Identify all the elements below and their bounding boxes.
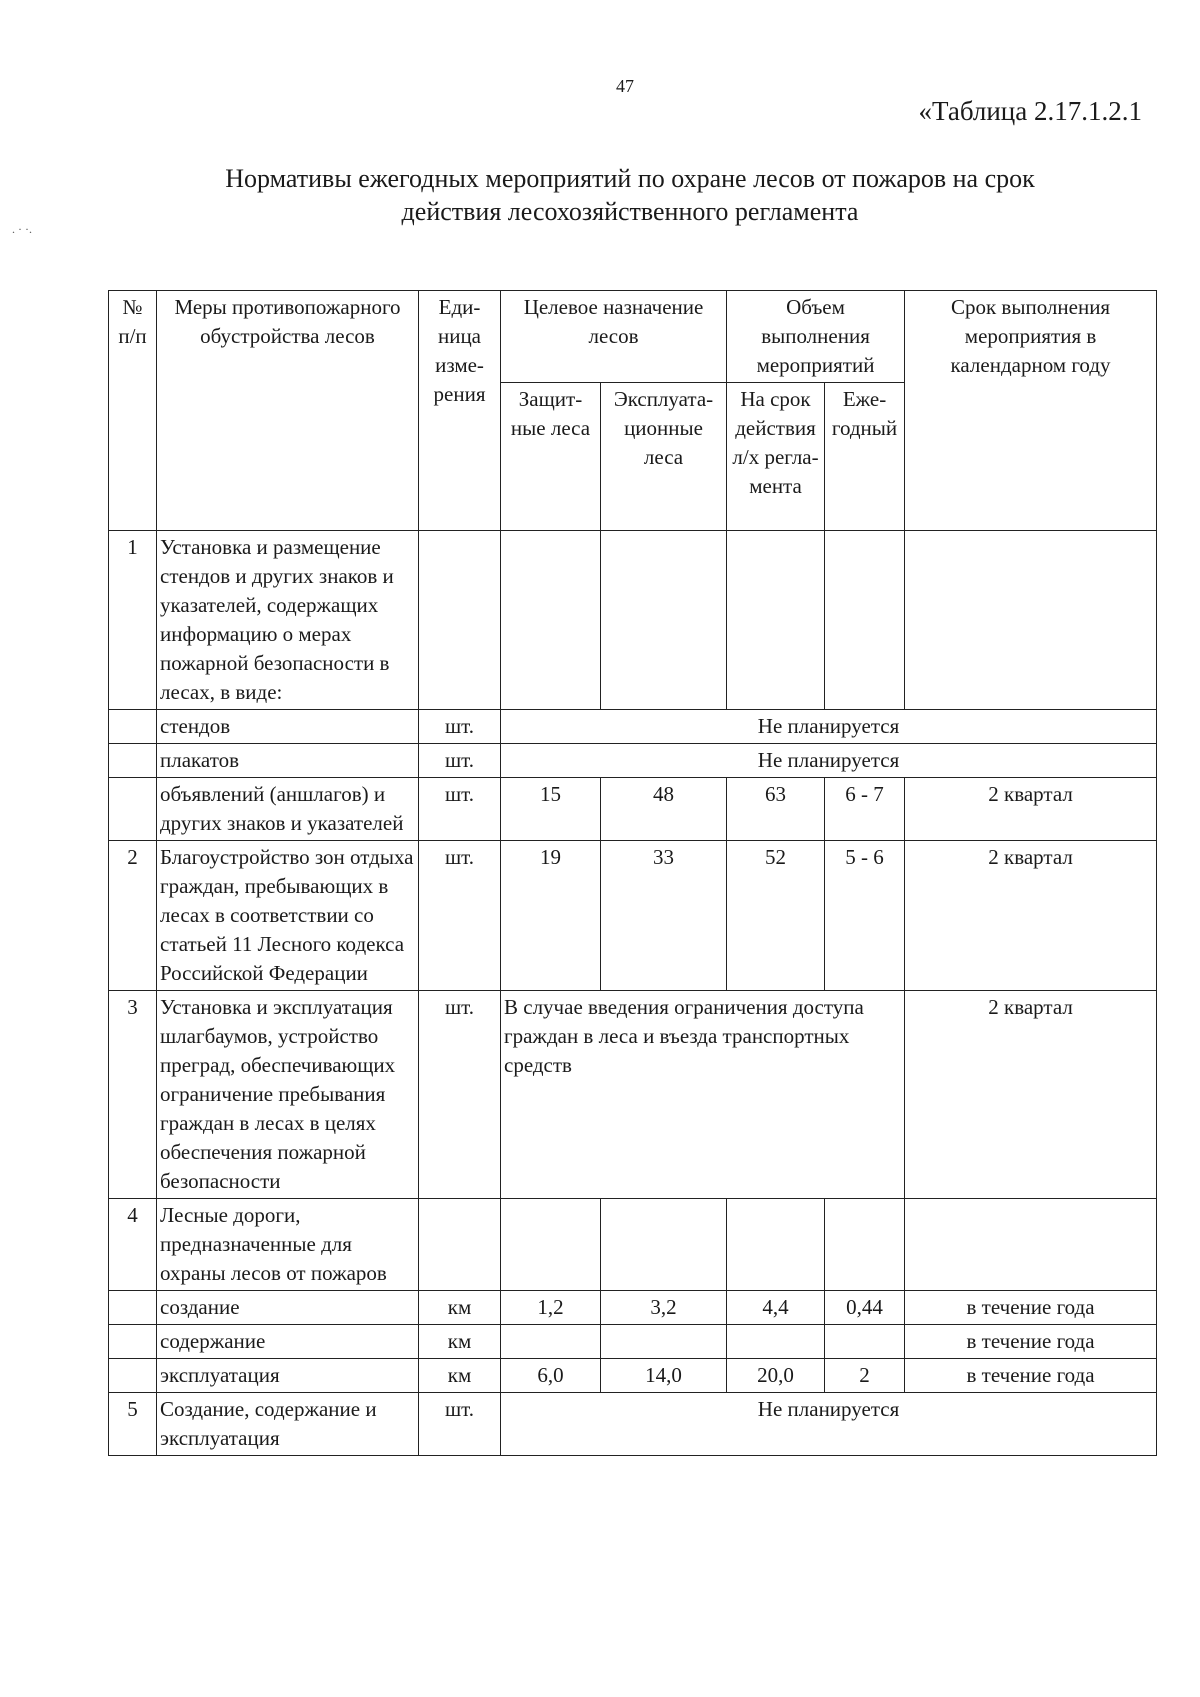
row-protective: 6,0 [501, 1359, 601, 1393]
row-exploitation: 3,2 [601, 1291, 727, 1325]
row-measure: Благоустройство зон отдыха граждан, пребывающих в лесах в соответствии со статьей 11 Лесного кодекса Российской Федерации [157, 841, 419, 991]
row-exploitation: 33 [601, 841, 727, 991]
row-measure: Установка и размещение стендов и других знаков и указателей, содержащих информацию о мерах пожарной безопасности в лесах, в виде: [157, 531, 419, 710]
row-annual: 5 - 6 [825, 841, 905, 991]
row-deadline: в течение года [905, 1291, 1157, 1325]
row-protective: 19 [501, 841, 601, 991]
fire-protection-table [108, 290, 1157, 1456]
table-row [109, 531, 1157, 710]
row-deadline: 2 квартал [905, 841, 1157, 991]
row-unit: шт. [419, 710, 501, 744]
row-measure: эксплуатация [157, 1359, 419, 1393]
row-deadline: 2 квартал [905, 991, 1157, 1199]
row-num: 2 [109, 841, 157, 991]
header-unit: Еди-ница изме-рения [419, 291, 501, 531]
table-row [109, 1393, 1157, 1456]
row-deadline: 2 квартал [905, 778, 1157, 841]
header-num: № п/п [109, 291, 157, 531]
row-exploitation: 14,0 [601, 1359, 727, 1393]
header-measures: Меры противопожарного обустройства лесов [157, 291, 419, 531]
row-unit: шт. [419, 1393, 501, 1456]
document-title [130, 162, 1130, 228]
row-unit: шт. [419, 991, 501, 1199]
row-total: 63 [727, 778, 825, 841]
row-measure: Лесные дороги, предназначенные для охраны лесов от пожаров [157, 1199, 419, 1291]
row-num: 4 [109, 1199, 157, 1291]
table-label: «Таблица 2.17.1.2.1 [918, 96, 1142, 126]
header-annual: Еже-годный [825, 383, 905, 531]
row-measure: Создание, содержание и эксплуатация [157, 1393, 419, 1456]
table-row [109, 1291, 1157, 1325]
table-row [109, 710, 1157, 744]
row-num: 5 [109, 1393, 157, 1456]
row-protective: 15 [501, 778, 601, 841]
row-total: 4,4 [727, 1291, 825, 1325]
table-row [109, 1199, 1157, 1291]
row-unit: км [419, 1291, 501, 1325]
scan-specks: . · ·. [12, 222, 32, 236]
row-total: 52 [727, 841, 825, 991]
row-unit: км [419, 1325, 501, 1359]
row-num: 1 [109, 531, 157, 710]
title-line-1: Нормативы ежегодных мероприятий по охране лесов от пожаров на срок [225, 164, 1035, 193]
page-number: 47 [616, 76, 634, 96]
table-row [109, 1359, 1157, 1393]
header-deadline: Срок выполнения мероприятия в календарном году [905, 291, 1157, 531]
row-unit: км [419, 1359, 501, 1393]
table-row [109, 1325, 1157, 1359]
row-measure: стендов [157, 710, 419, 744]
row-note: В случае введения ограничения доступа граждан в леса и въезда транспортных средств [501, 991, 905, 1199]
row-exploitation: 48 [601, 778, 727, 841]
row-measure: объявлений (аншлагов) и других знаков и указателей [157, 778, 419, 841]
row-note: Не планируется [501, 710, 1157, 744]
row-unit: шт. [419, 778, 501, 841]
table-row [109, 744, 1157, 778]
row-annual: 6 - 7 [825, 778, 905, 841]
row-deadline: в течение года [905, 1325, 1157, 1359]
row-measure: Установка и эксплуатация шлагбаумов, устройство преград, обеспечивающих ограничение пребывания граждан в лесах в целях обеспечения пожарной безопасности [157, 991, 419, 1199]
table-row [109, 991, 1157, 1199]
row-unit: шт. [419, 744, 501, 778]
row-unit: шт. [419, 841, 501, 991]
row-measure: содержание [157, 1325, 419, 1359]
table-row [109, 778, 1157, 841]
header-term-total: На срок действия л/х регла-мента [727, 383, 825, 531]
title-line-2: действия лесохозяйственного регламента [401, 197, 859, 226]
row-annual: 2 [825, 1359, 905, 1393]
header-row-1 [109, 291, 1157, 383]
row-note: Не планируется [501, 744, 1157, 778]
header-volume: Объем выполнения мероприятий [727, 291, 905, 383]
row-note: Не планируется [501, 1393, 1157, 1456]
row-protective: 1,2 [501, 1291, 601, 1325]
table-row [109, 841, 1157, 991]
header-target: Целевое назначение лесов [501, 291, 727, 383]
row-annual: 0,44 [825, 1291, 905, 1325]
row-total: 20,0 [727, 1359, 825, 1393]
header-exploitation: Эксплуата-ционные леса [601, 383, 727, 531]
row-deadline: в течение года [905, 1359, 1157, 1393]
row-num: 3 [109, 991, 157, 1199]
header-protective: Защит-ные леса [501, 383, 601, 531]
row-measure: плакатов [157, 744, 419, 778]
row-measure: создание [157, 1291, 419, 1325]
